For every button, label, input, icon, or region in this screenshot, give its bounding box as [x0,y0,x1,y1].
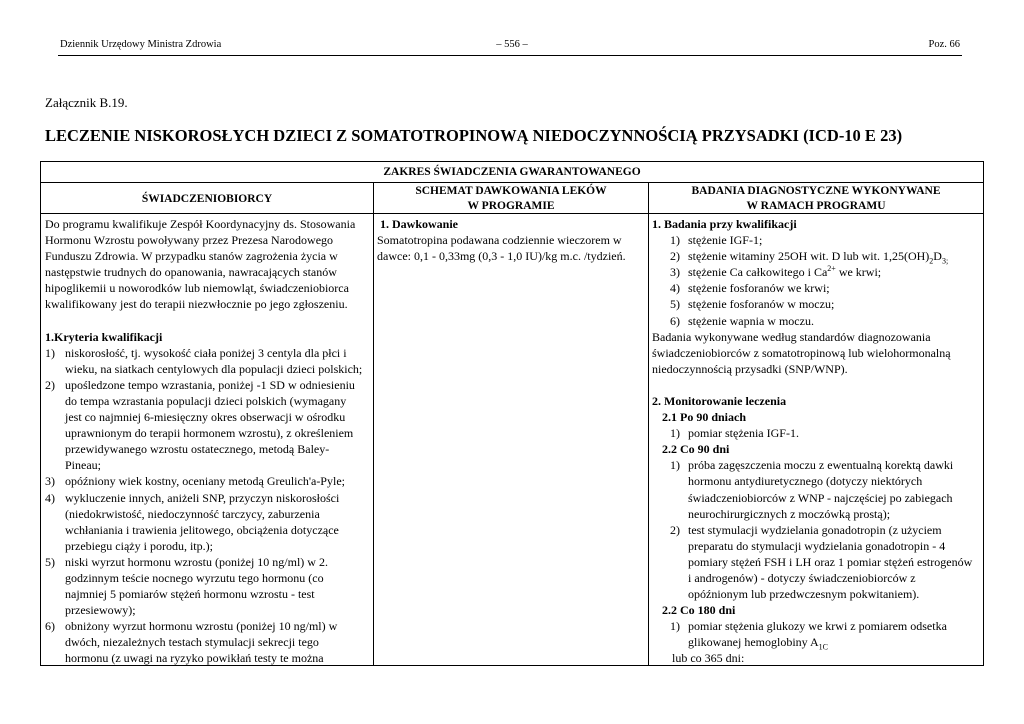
item-line: wykluczenie innych, aniżeli SNP, przyczyn niskorosłości [65,490,340,505]
item-line-text: glikowanej hemoglobiny A [688,635,819,650]
item-number: 3) [45,474,55,489]
standards-note-line: świadczeniobiorców z somatotropinową lub wielohormonalną [652,345,951,360]
document-title: LECZENIE NISKOROSŁYCH DZIECI Z SOMATOTROPINOWĄ NIEDOCZYNNOŚCIĄ PRZYSADKI (ICD-10 E 23) [45,126,903,145]
item-line: opóźnionym lub przedwczesnym pokwitaniem). [688,587,920,602]
item-line: jest co najmniej 6-miesięczny okres obserwacji w ośrodku [65,410,346,425]
item-number: 6) [670,313,680,328]
item-text: stężenie fosforanów we krwi; [688,281,830,296]
item-number: 2) [670,249,680,264]
item-number: 1) [670,458,680,473]
column-header-diagnostics-line1: BADANIA DIAGNOSTYCZNE WYKONYWANE [691,185,941,197]
list-item [652,313,979,329]
subsection-every-90-days: 2.2 Co 90 dni [662,442,730,457]
list-item [45,490,369,554]
intro-line: następstwie trudnych do opanowania, nawracających stanów [45,265,337,280]
standards-note-line: niedoczynnością przysadki (SNP/WNP). [652,361,848,376]
item-line [688,634,979,650]
page-number: – 556 – [496,39,528,50]
dosing-title: 1. Dawkowanie [380,217,459,231]
program-table [40,161,984,666]
column-header-beneficiaries-text: ŚWIADCZENIOBIORCY [141,193,273,205]
list-item [652,248,979,264]
item-text-after: we krwi; [835,265,882,280]
column-header-dosing-line2: W PROGRAMIE [467,200,555,212]
item-line: niski wyrzut hormonu wzrostu (poniżej 10 ng/ml) w 2. [65,554,328,569]
item-line: próba zagęszczenia moczu z ewentualną korektą dawki [688,458,954,473]
standards-note-line: Badania wykonywane według standardów diagnozowania [652,329,931,344]
item-line: świadczeniobiorców z WNP - najczęściej po zabiegach [688,490,953,505]
qualification-intro [45,216,369,313]
item-text: stężenie IGF-1; [688,233,763,248]
intro-line: kwalifikowany jest do terapii niezwłocznie po jego zgłoszeniu. [45,297,348,312]
item-line: przewidywanego wzrostu ostatecznego, metodą Baley- [65,442,330,457]
superscript: 2+ [827,264,836,274]
dosing-line: Somatotropina podawana codziennie wieczorem w [377,233,622,248]
dosing-column [373,214,648,665]
item-number: 1) [670,426,680,441]
list-item [652,296,979,312]
item-line: i androgenów) - dotyczy świadczeniobiorców z [688,570,916,585]
item-line: opóźniony wiek kostny, oceniany metodą Greulich'a-Pyle; [65,474,345,489]
intro-line: hipoglikemii u noworodków lub niemowląt, świadczeniobiorca [45,281,349,296]
item-line: najmniej 5 pomiarów stężeń hormonu wzrostu - test [65,587,315,602]
list-item [45,377,369,474]
column-header-beneficiaries [41,183,373,214]
list-item [652,264,979,280]
item-line: dwóch, niezależnych testach stymulacji sekrecji tego [65,635,319,650]
list-item [652,522,979,602]
qualification-tests-title: 1. Badania przy kwalifikacji [652,217,797,231]
subsection-after-90-days: 2.1 Po 90 dniach [662,410,747,425]
list-item [45,554,369,618]
item-number: 1) [670,619,680,634]
item-text: stężenie witaminy 25OH wit. D lub wit. 1,25(OH) [688,249,930,264]
subscript: 3; [941,256,949,266]
item-number: 1) [45,345,55,360]
list-item [45,345,369,377]
monitoring-title: 2. Monitorowanie leczenia [652,393,787,408]
every-365-days-text: lub co 365 dni: [672,651,745,665]
item-line: uprawnionym do terapii hormonem wzrostu), z określeniem [65,426,354,441]
item-text: pomiar stężenia IGF-1. [688,426,799,441]
item-line: niskorosłość, tj. wysokość ciała poniżej 3 centyla dla płci i [65,345,347,360]
item-number: 4) [45,490,55,505]
dosing-line: dawce: 0,1 - 0,33mg (0,3 - 1,0 IU)/kg m.c. /tydzień. [377,249,626,264]
intro-line: Do programu kwalifikuje Zespół Koordynacyjny ds. Stosowania [45,217,356,231]
item-number: 1) [670,233,680,248]
list-item [652,280,979,296]
list-item [652,232,979,248]
header-rule [58,55,962,56]
item-number: 6) [45,619,55,634]
journal-name: Dziennik Urzędowy Ministra Zdrowia [60,39,222,50]
item-line: hormonu antydiuretycznego (dotyczy niektórych [688,474,923,489]
item-line: upośledzone tempo wzrastania, poniżej -1 SD w odniesieniu [65,377,355,392]
item-number: 5) [45,554,55,569]
qualification-criteria-title: 1.Kryteria kwalifikacji [45,329,163,344]
item-line: hormonu (z uwagi na ryzyko powikłań testy te można [65,651,324,665]
list-item [45,473,369,489]
item-number: 2) [670,522,680,537]
diagnostics-column [648,214,983,665]
item-line: wieku, na siatkach centylowych dla populacji dzieci polskich; [65,361,363,376]
subscript: 1C [818,642,828,652]
item-text: stężenie wapnia w moczu. [688,313,814,328]
beneficiaries-column [41,214,373,665]
item-line: obniżony wyrzut hormonu wzrostu (poniżej 10 ng/ml) w [65,619,338,634]
subscript: 2 [929,256,934,266]
item-line: pomiar stężenia glukozy we krwi z pomiarem odsetka [688,619,947,634]
item-line: neurochirurgicznych z moczówką prostą); [688,506,891,521]
list-item [652,618,979,650]
item-line: przesiewowy); [65,603,136,618]
column-header-diagnostics [648,183,983,214]
item-line: wchłaniania i trawienia jelitowego, obciążenia dotyczące [65,522,339,537]
table-main-header: ZAKRES ŚWIADCZENIA GWARANTOWANEGO [41,162,983,183]
column-header-diagnostics-line2: W RAMACH PROGRAMU [746,200,886,212]
item-line: test stymulacji wydzielania gonadotropin (z użyciem [688,522,942,537]
item-line: preparatu do stymulacji wydzielania gonadotropin - 4 [688,538,946,553]
item-number: 3) [670,265,680,280]
item-line: do tempa wzrastania populacji dzieci polskich (wymagany [65,393,347,408]
intro-line: Funduszu Zdrowia. W przypadku stanów zagrożenia życia w [45,249,338,264]
item-number: 2) [45,377,55,392]
item-line: przebiegu ciąży i porodu, itp.); [65,538,213,553]
list-item [652,457,979,521]
item-line: pomiary stężeń FSH i LH oraz 1 pomiar stężeń estrogenów [688,554,973,569]
intro-line: Hormonu Wzrostu powoływany przez Prezesa Narodowego [45,233,334,248]
item-text-mid: D [933,249,942,264]
item-text: stężenie fosforanów w moczu; [688,297,835,312]
item-number: 4) [670,281,680,296]
list-item [652,425,979,441]
item-line: (niedokrwistość, niedoczynność tarczycy, zaburzenia [65,506,320,521]
subsection-every-180-days: 2.2 Co 180 dni [662,603,736,618]
item-line: godzinnym teście nocnego wyrzutu tego hormonu (co [65,570,324,585]
column-header-dosing-line1: SCHEMAT DAWKOWANIA LEKÓW [415,185,607,197]
column-header-dosing [373,183,648,214]
item-line: Pineau; [65,458,101,473]
item-number: 5) [670,297,680,312]
item-text: stężenie Ca całkowitego i Ca [688,265,828,280]
position-number: Poz. 66 [928,39,960,50]
annex-label: Załącznik B.19. [45,95,128,110]
list-item [45,618,369,665]
